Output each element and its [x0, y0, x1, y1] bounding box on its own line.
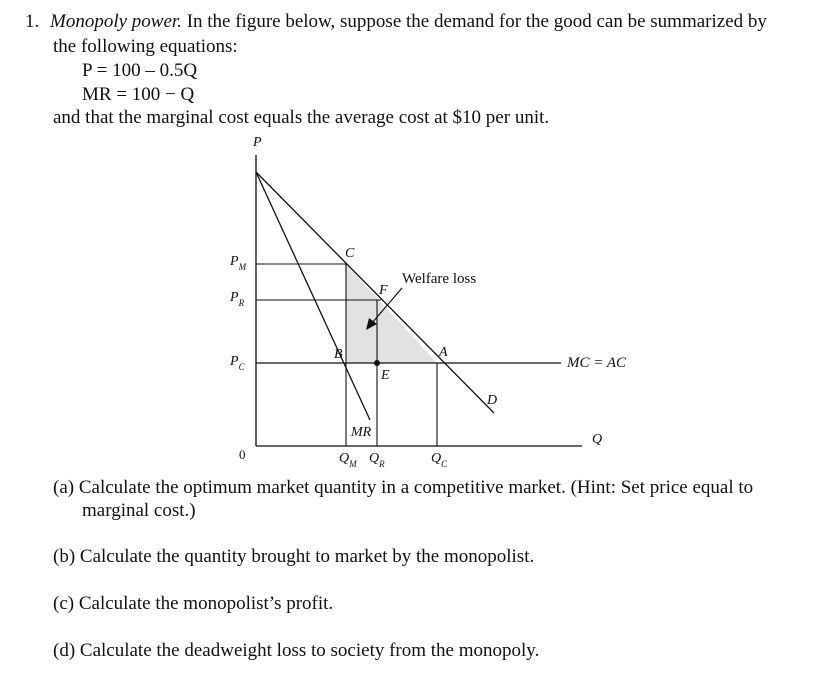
point-f-label: F: [379, 283, 388, 298]
pm-label: [229, 254, 247, 272]
qm-label-main: Q: [339, 451, 350, 466]
demand-curve-label: D: [487, 393, 498, 408]
qc-label-main: Q: [431, 451, 442, 466]
pm-label-main: P: [230, 254, 239, 269]
pc-label-main: P: [230, 354, 239, 369]
cost-statement: and that the marginal cost equals the average cost at $10 per unit.: [53, 107, 550, 128]
demand-curve: [256, 172, 494, 413]
price-axis-label: P: [253, 135, 262, 150]
problem-number: 1.: [25, 11, 40, 32]
qm-label-sub: M: [349, 459, 357, 469]
origin-label: 0: [239, 447, 246, 462]
point-e-label: E: [381, 368, 390, 383]
problem-intro: In the figure below, suppose the demand for the good can be summarized by: [186, 11, 767, 32]
qc-label: [431, 451, 448, 469]
pc-label-sub: C: [238, 362, 245, 372]
qr-label-sub: R: [379, 459, 385, 469]
mc-ac-label: MC = AC: [567, 355, 627, 371]
demand-equation: P = 100 – 0.5Q: [82, 60, 198, 81]
pm-label-sub: M: [238, 262, 247, 272]
question-c: (c) Calculate the monopolist’s profit.: [53, 593, 334, 614]
qr-label: [369, 451, 385, 469]
problem-intro-line2: the following equations:: [53, 36, 238, 57]
pr-label: [229, 290, 245, 308]
qm-label: [339, 451, 357, 469]
point-e-dot: [374, 360, 380, 366]
qr-label-main: Q: [369, 451, 380, 466]
point-c-label: C: [345, 246, 355, 261]
pc-label: [229, 354, 246, 372]
question-b: (b) Calculate the quantity brought to market by the monopolist.: [53, 546, 535, 567]
pr-label-sub: R: [238, 298, 245, 308]
question-a-line1: (a) Calculate the optimum market quantity in a competitive market. (Hint: Set price equal to: [53, 477, 754, 498]
welfare-loss-label: Welfare loss: [402, 271, 477, 287]
pr-label-main: P: [230, 290, 239, 305]
mr-equation: MR = 100 − Q: [82, 84, 195, 105]
qc-label-sub: C: [441, 459, 448, 469]
quantity-axis-label: Q: [592, 432, 603, 447]
mr-curve-label: MR: [351, 425, 372, 440]
question-a-line2: marginal cost.): [82, 500, 196, 521]
problem-title: Monopoly power.: [50, 11, 182, 32]
point-a-label: A: [439, 345, 448, 360]
point-b-label: B: [334, 347, 343, 362]
question-d: (d) Calculate the deadweight loss to society from the monopoly.: [53, 640, 540, 661]
